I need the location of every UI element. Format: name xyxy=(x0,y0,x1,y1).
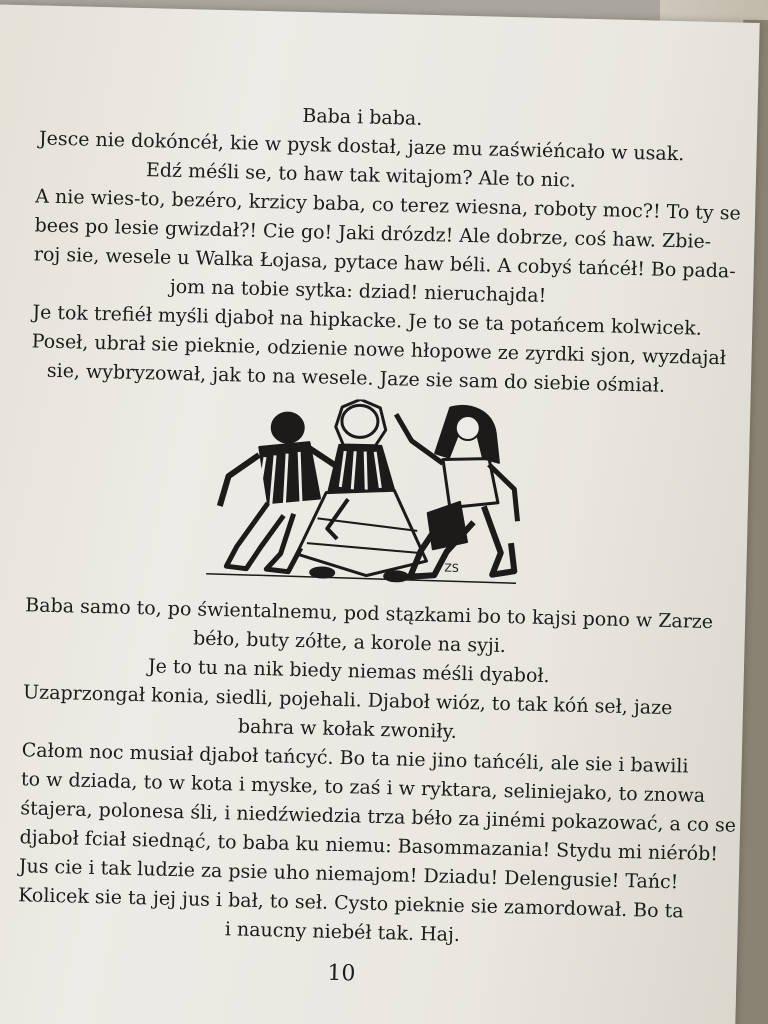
text-line: sie, wybryzował, jak to na wesele. Jaze sie sam do siebie ośmiał. xyxy=(46,359,666,397)
chapter-title: Baba i baba. xyxy=(302,104,423,130)
text-line: jom na tobie sytka: dziad! nieruchajda! xyxy=(169,275,547,307)
text-line: Edź méśli se, to haw tak witajom? Ale to nic. xyxy=(145,159,577,192)
text-line: Je tok trefiéł myśli djaboł na hipkacke. Je to se ta potańcem kolwicek. xyxy=(32,301,703,340)
text-line: A nie wies-to, bezéro, krzicy baba, co terez wiesna, roboty moc?! To ty se xyxy=(35,185,741,225)
dancer-man-figure xyxy=(218,411,342,573)
paragraph-7 xyxy=(17,736,737,955)
paragraph-2 xyxy=(33,182,741,314)
illustration-area xyxy=(26,391,681,603)
text-line: śtajera, polonesa śli, i niedźwiedzia trza béło za jinémi pokazować, a co se xyxy=(20,797,737,837)
page-text-block xyxy=(16,95,741,1018)
text-line: bahra w kołak zwoniły. xyxy=(237,715,458,743)
text-line: béło, buty zółte, a korole na syji. xyxy=(192,627,507,658)
illustration-signature: ZS xyxy=(444,561,460,575)
text-line: Uzaprzongał konia, siedli, pojehali. Djaboł wióz, to tak kóń seł, jaze xyxy=(22,681,673,720)
text-line: i naucny niebéł tak. Haj. xyxy=(224,918,461,947)
text-line: Baba samo to, po świentalnemu, pod stązkami bo to kajsi pono w Zarze xyxy=(25,594,714,634)
page-number: 10 xyxy=(327,960,356,987)
woodcut-dancers-illustration xyxy=(196,396,530,586)
text-line: Całom noc musiał djaboł tańcyć. Bo ta nie jino tańcéli, ale sie i bawili xyxy=(21,739,689,778)
text-line: Jesce nie dokóncéł, kie w pysk dostał, jaze mu zaświéńcało w usak. xyxy=(38,127,685,166)
text-line: bees po lesie gwizdał?! Cie go! Jaki drózdz! Ale dobrze, coś haw. Zbie- xyxy=(34,214,712,253)
paragraph-3 xyxy=(31,298,727,401)
text-line: Kolicek sie ta jej jus i bał, to seł. Cysto pieknie sie zamordował. Bo ta xyxy=(17,884,684,923)
book-page xyxy=(0,4,760,1024)
text-line: djaboł fciał siednąć, to baba ku niemu: Basommazania! Stydu mi niérób! xyxy=(19,826,719,866)
text-line: Jus cie i tak ludzie za psie uho niemajom! Dziadu! Delengusie! Tańc! xyxy=(18,855,679,894)
text-line: Poseł, ubrał sie pieknie, odzienie nowe hłopowe ze zyrdki sjon, wyzdajał xyxy=(31,330,727,370)
text-line: roj sie, wesele u Walka Łojasa, pytace haw béli. A cobyś tańcéł! Bo pada- xyxy=(33,243,736,283)
text-line: Je to tu na nik biedy niemas méśli dyaboł. xyxy=(147,655,550,688)
text-line: to w dziada, to w kota i myske, to zaś i w ryktara, seliniejako, to znowa xyxy=(20,768,706,807)
